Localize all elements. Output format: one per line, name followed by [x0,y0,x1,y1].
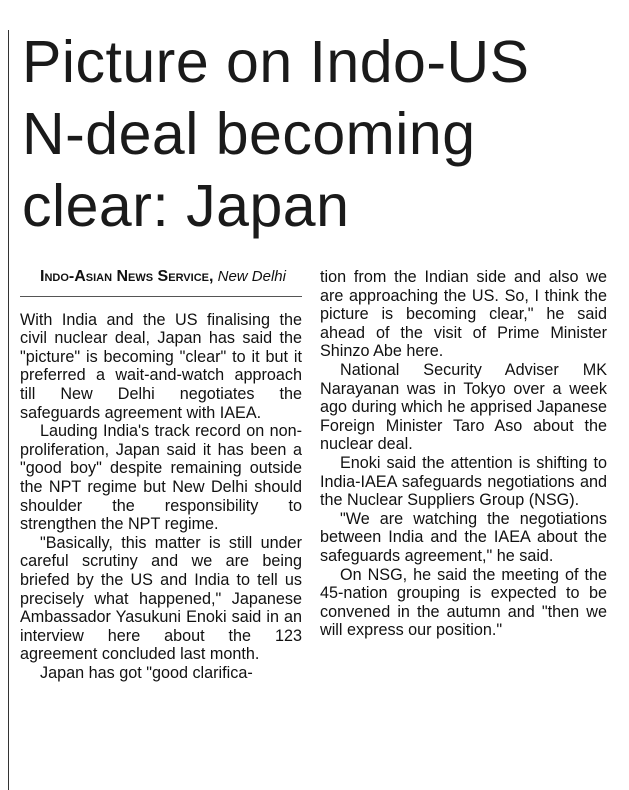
paragraph: With India and the US finalising the civil nuclear deal, Japan has said the "picture" is becoming "clear" to it but it preferred a wait-and-watch approach till New Delhi negotiates the safeguards agreement with IAEA. [20,310,302,422]
paragraph: National Security Adviser MK Narayanan was in Tokyo over a week ago during which he apprised Japanese Foreign Minister Taro Aso about the nuclear deal. [320,360,607,454]
paragraph: Japan has got "good clarifica- [40,663,253,682]
article-column-right [320,268,607,640]
paragraph: Enoki said the attention is shifting to India-IAEA safeguards negotiations and the Nuclear Suppliers Group (NSG). [320,453,607,510]
column-divider-rule [8,30,9,790]
paragraph: On NSG, he said the meeting of the 45-nation grouping is expected to be convened in the autumn and "then we will express our position." [320,565,607,640]
headline [22,26,622,242]
paragraph: "Basically, this matter is still under careful scrutiny and we are being briefed by the US and India to tell us precisely what happened," Japanese Ambassador Yasukuni Enoki said in an interview here about the 123 agreement concluded last month. [20,533,302,664]
paragraph: "We are watching the negotiations between India and the IAEA about the safeguards agreement," he said. [320,509,607,565]
headline-line-1: Picture on Indo-US [22,29,530,95]
byline-agency: Indo-Asian News Service, [40,268,214,285]
headline-line-3: clear: Japan [22,173,350,239]
byline [20,268,302,287]
article-column-left [20,268,302,682]
byline-place: New Delhi [217,268,286,285]
byline-rule [20,296,302,297]
paragraph: tion from the Indian side and also we are approaching the US. So, I think the picture is becoming clear," he said ahead of the visit of Prime Minister Shinzo Abe here. [320,268,607,361]
paragraph: Lauding India's track record on non-proliferation, Japan said it has been a "good boy" despite remaining outside the NPT regime but New Delhi should shoulder the responsibility to strengthen the NPT regime. [20,422,302,534]
headline-line-2: N-deal becoming [22,101,476,167]
